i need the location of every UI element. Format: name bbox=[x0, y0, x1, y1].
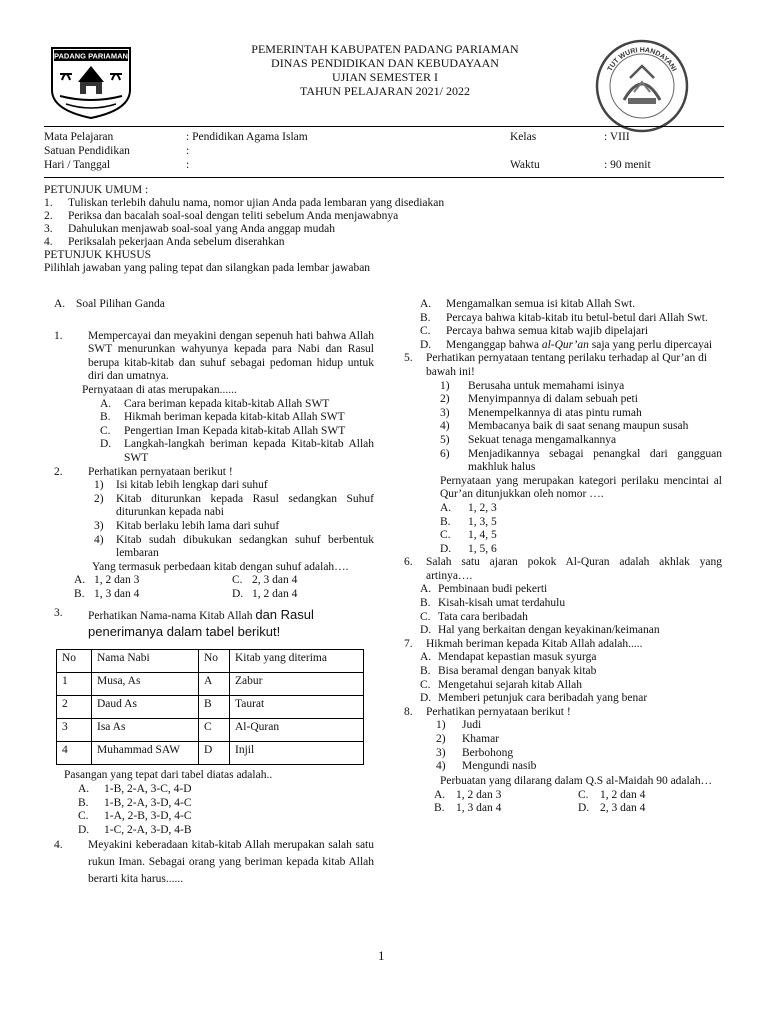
question-1: 1. Mempercayai dan meyakini dengan sepenuh hati bahwa Allah SWT menurunkan wahyunya kepada para Nabi dan Rasul berupa kitab-kitab dan suhuf sebagai pedoman hidup untuk diri dan umatnya. Pernyataan di atas merupakan...... A. Cara beriman kepada kitab-kitab Allah SWT B. Hikmah beriman kepada kitab-kitab Allah SWT C. Pengertian Iman Kepada kitab-kitab Allah SWT D. Langkah-langkah beriman kepada Kitab-kitab Allah SWT bbox=[54, 329, 374, 464]
q8-option-c[interactable]: C. 1, 2 dan 4 bbox=[578, 788, 646, 801]
logo-tut-wuri-handayani bbox=[594, 38, 690, 134]
header-line-4: TAHUN PELAJARAN 2021/ 2022 bbox=[299, 84, 471, 98]
petunjuk-khusus-text: Pilihlah jawaban yang paling tepat dan silangkan pada lembar jawaban bbox=[44, 262, 371, 274]
q5-lead: Pernyataan yang merupakan kategori perilaku mencintai al Qur’an ditunjukkan oleh nomor …. bbox=[440, 474, 722, 501]
q2-item: 2) Kitab diturunkan kepada Rasul sedangkan Suhuf diturunkan kepada nabi bbox=[94, 492, 374, 519]
q3-option-c[interactable]: C. 1-A, 2-B, 3-D, 4-C bbox=[78, 810, 192, 823]
q2-option-c[interactable]: C. 2, 3 dan 4 bbox=[232, 574, 298, 587]
header-line-1: PEMERINTAH KABUPATEN PADANG PARIAMAN bbox=[251, 42, 519, 56]
q1-option-a[interactable]: A. Cara beriman kepada kitab-kitab Allah SWT bbox=[100, 397, 330, 410]
q1-lead: Pernyataan di atas merupakan...... bbox=[82, 383, 237, 396]
q5-option-c[interactable]: C. 1, 4, 5 bbox=[440, 529, 497, 542]
q4-option-b[interactable]: B. Percaya bahwa kitab-kitab itu betul-betul dari Allah Swt. bbox=[420, 311, 708, 324]
petunjuk-umum-title: PETUNJUK UMUM : bbox=[44, 184, 149, 196]
q7-option-b[interactable]: B. Bisa beramal dengan banyak kitab bbox=[420, 665, 597, 678]
q2-item: 4) Kitab sudah dibukukan sedangkan suhuf berbentuk lembaran bbox=[94, 533, 374, 560]
hari-value: : bbox=[186, 159, 190, 171]
q2-item: 1) Isi kitab lebih lengkap dari suhuf bbox=[94, 479, 268, 492]
page-number: 1 bbox=[378, 948, 385, 963]
instruction-item: 1. Tuliskan terlebih dahulu nama, nomor ujian Anda pada lembaran yang disediakan bbox=[44, 197, 445, 209]
table-header-cell: Nama Nabi bbox=[92, 650, 199, 673]
table-header-cell: No bbox=[57, 650, 92, 673]
instruction-item: 2. Periksa dan bacalah soal-soal dengan teliti sebelum Anda menjawabnya bbox=[44, 210, 399, 222]
q2-lead: Yang termasuk perbedaan kitab dengan suhuf adalah…. bbox=[92, 560, 349, 573]
logo-left-text: PADANG PARIAMAN bbox=[54, 51, 128, 61]
table-header-cell: No bbox=[199, 650, 230, 673]
q7-option-a[interactable]: A. Mendapat kepastian masuk syurga bbox=[420, 651, 597, 664]
q8-option-a[interactable]: A. 1, 2 dan 3 bbox=[434, 788, 502, 801]
education-emblem-icon bbox=[594, 38, 690, 134]
q6-option-b[interactable]: B. Kisah-kisah umat terdahulu bbox=[420, 597, 566, 610]
info-left-labels bbox=[44, 130, 130, 172]
q3-option-a[interactable]: A. 1-B, 2-A, 3-C, 4-D bbox=[78, 783, 192, 796]
q6-option-d[interactable]: D. Hal yang berkaitan dengan keyakinan/keimanan bbox=[420, 624, 660, 637]
q6-options bbox=[420, 583, 722, 637]
table-row: 1 Musa, As A Zabur bbox=[57, 673, 364, 696]
header-line-2: DINAS PENDIDIKAN DAN KEBUDAYAAN bbox=[271, 56, 499, 70]
instruction-item: 4. Periksalah pekerjaan Anda sebelum diserahkan bbox=[44, 236, 285, 248]
kelas-label: Kelas bbox=[510, 131, 537, 143]
table-row: 2 Daud As B Taurat bbox=[57, 696, 364, 719]
question-8: 8. Perhatikan pernyataan berikut ! 1) Judi 2) Khamar 3) Berbohong 4) Mengundi nasib Perbuatan yang dilarang dalam Q.S al-Maidah 90 adalah… bbox=[404, 706, 722, 789]
q2-options bbox=[44, 574, 374, 601]
q8-option-b[interactable]: B. 1, 3 dan 4 bbox=[434, 802, 502, 815]
q3-options bbox=[44, 783, 374, 837]
q5-item: 4) Membacanya baik di saat senang maupun susah bbox=[440, 420, 689, 433]
header-divider bbox=[44, 126, 724, 127]
info-right-values bbox=[604, 130, 651, 172]
q1-option-c[interactable]: C. Pengertian Iman Kepada kitab-kitab Allah SWT bbox=[100, 424, 346, 437]
table-header-cell: Kitab yang diterima bbox=[230, 650, 364, 673]
question-3: 3. Perhatikan Nama-nama Kitab Allah dan Rasul penerimanya dalam tabel berikut! bbox=[54, 607, 314, 640]
table-header-row bbox=[57, 650, 364, 673]
petunjuk-khusus-title: PETUNJUK KHUSUS bbox=[44, 249, 152, 261]
question-2: 2. Perhatikan pernyataan berikut ! 1) Isi kitab lebih lengkap dari suhuf 2) Kitab diturunkan kepada Rasul sedangkan Suhuf diturunkan kepada nabi 3) Kitab berlaku lebih lama dari suhuf 4) Kitab sudah dibukukan sedangkan suhuf berbentuk lembaran Yang termasuk perbedaan kitab dengan suhuf adalah…. bbox=[54, 465, 374, 573]
q8-lead: Perbuatan yang dilarang dalam Q.S al-Maidah 90 adalah… bbox=[440, 774, 713, 787]
q3-option-d[interactable]: D. 1-C, 2-A, 3-D, 4-B bbox=[78, 823, 192, 836]
q7-option-c[interactable]: C. Mengetahui sejarah kitab Allah bbox=[420, 678, 583, 691]
question-4: 4. Meyakini keberadaan kitab-kitab Allah merupakan salah satu rukun Iman. Sebagai orang yang beriman kepada kitab Allah berarti kita harus...... bbox=[44, 837, 374, 888]
q2-option-d[interactable]: D. 1, 2 dan 4 bbox=[232, 587, 298, 600]
q3-stem-b: dan Rasul penerimanya dalam tabel berikut! bbox=[88, 607, 314, 640]
q5-item: 5) Sekuat tenaga mengamalkannya bbox=[440, 433, 617, 446]
q5-option-d[interactable]: D. 1, 5, 6 bbox=[440, 542, 497, 555]
q4-options bbox=[420, 298, 722, 352]
waktu-value: : 90 menit bbox=[604, 159, 651, 171]
section-heading: A. Soal Pilihan Ganda bbox=[54, 298, 165, 310]
logo-padang-pariaman bbox=[48, 44, 134, 120]
left-column bbox=[44, 298, 374, 888]
q8-stem: Perhatikan pernyataan berikut ! bbox=[426, 705, 571, 718]
q8-item: 3) Berbohong bbox=[436, 746, 514, 759]
q7-option-d[interactable]: D. Memberi petunjuk cara beribadah yang benar bbox=[420, 692, 648, 705]
q4-option-c[interactable]: C. Percaya bahwa semua kitab wajib dipelajari bbox=[420, 325, 649, 338]
header-line-3: UJIAN SEMESTER I bbox=[331, 70, 438, 84]
logo-right-text: TUT WURI HANDAYANI bbox=[606, 46, 678, 73]
q8-options bbox=[420, 789, 722, 816]
q1-option-d[interactable]: D. Langkah-langkah beriman kepada Kitab-kitab Allah SWT bbox=[100, 438, 374, 464]
waktu-label: Waktu bbox=[510, 159, 540, 171]
kelas-value: : VIII bbox=[604, 131, 630, 143]
q2-option-b[interactable]: B. 1, 3 dan 4 bbox=[74, 587, 140, 600]
question-5: 5. Perhatikan pernyataan tentang perilaku terhadap al Qur’an di bawah ini! 1) Berusaha untuk memahami isinya 2) Menyimpannya di dalam sebuah peti 3) Menempelkannya di atas pintu rumah 4) Membacanya baik di saat senang maupun susah 5) Sekuat tenaga mengamalkannya 6) Menjadikannya sebagai penangkal dari gangguan makhluk halus Pernyataan yang merupakan kategori perilaku mencintai al Qur’an ditunjukkan oleh nomor …. A. 1, 2, 3 B. 1, 3, 5 C. 1, 4, 5 D. 1, 5, 6 bbox=[404, 352, 722, 555]
q7-options bbox=[420, 651, 722, 705]
q7-stem: Hikmah beriman kepada Kitab Allah adalah..... bbox=[426, 637, 643, 650]
q3-lead: Pasangan yang tepat dari tabel diatas adalah.. bbox=[64, 769, 273, 782]
mapel-value: : Pendidikan Agama Islam bbox=[186, 131, 308, 143]
satuan-label: Satuan Pendidikan bbox=[44, 145, 130, 157]
q5-item: 2) Menyimpannya di dalam sebuah peti bbox=[440, 393, 638, 406]
q1-option-b[interactable]: B. Hikmah beriman kepada kitab-kitab Allah SWT bbox=[100, 411, 345, 424]
q5-option-a[interactable]: A. 1, 2, 3 bbox=[440, 501, 497, 514]
table-row: 3 Isa As C Al-Quran bbox=[57, 719, 364, 742]
mapel-label: Mata Pelajaran bbox=[44, 131, 114, 143]
question-7: 7. Hikmah beriman kepada Kitab Allah adalah..... bbox=[404, 638, 722, 652]
q8-option-d[interactable]: D. 2, 3 dan 4 bbox=[578, 802, 646, 815]
q4-option-a[interactable]: A. Mengamalkan semua isi kitab Allah Swt. bbox=[420, 298, 636, 310]
q2-item: 3) Kitab berlaku lebih lama dari suhuf bbox=[94, 519, 280, 532]
kitab-table bbox=[56, 649, 364, 765]
table-row: 4 Muhammad SAW D Injil bbox=[57, 742, 364, 765]
info-right-labels bbox=[510, 130, 540, 172]
exam-header bbox=[150, 42, 620, 98]
q4-option-d[interactable]: D. Menganggap bahwa al-Qur’an saja yang perlu dipercayai bbox=[420, 338, 713, 351]
q6-option-c[interactable]: C. Tata cara beribadah bbox=[420, 610, 528, 623]
q1-stem: Mempercayai dan meyakini dengan sepenuh hati bahwa Allah SWT menurunkan wahyunya kepada para Nabi dan Rasul berupa kitab-kitab dan suhuf sebagai pedoman hidup untuk diri dan umatnya. bbox=[88, 329, 374, 383]
q5-item: 1) Berusaha untuk memahami isinya bbox=[440, 379, 625, 392]
instructions bbox=[44, 184, 724, 275]
hari-label: Hari / Tanggal bbox=[44, 159, 111, 171]
q6-stem: Salah satu ajaran pokok Al-Quran adalah akhlak yang artinya…. bbox=[426, 556, 722, 582]
question-6: 6. Salah satu ajaran pokok Al-Quran adalah akhlak yang artinya…. bbox=[404, 556, 722, 582]
q2-stem: Perhatikan pernyataan berikut ! bbox=[88, 465, 233, 478]
q5-item: 6) Menjadikannya sebagai penangkal dari gangguan makhluk halus bbox=[440, 447, 722, 474]
info-left-values bbox=[186, 130, 308, 172]
q5-option-b[interactable]: B. 1, 3, 5 bbox=[440, 515, 497, 528]
q4-stem: Meyakini keberadaan kitab-kitab Allah merupakan salah satu rukun Iman. Sebagai orang yang beriman kepada kitab Allah berarti kita harus...... bbox=[88, 839, 374, 886]
q6-option-a[interactable]: A. Pembinaan budi pekerti bbox=[420, 583, 548, 596]
q8-item: 4) Mengundi nasib bbox=[436, 760, 537, 773]
q8-item: 2) Khamar bbox=[436, 733, 500, 745]
q5-stem: Perhatikan pernyataan tentang perilaku terhadap al Qur’an di bawah ini! bbox=[426, 352, 708, 378]
q5-item: 3) Menempelkannya di atas pintu rumah bbox=[440, 406, 642, 419]
right-column bbox=[404, 298, 722, 816]
regency-seal-icon bbox=[48, 44, 134, 120]
q2-option-a[interactable]: A. 1, 2 dan 3 bbox=[74, 574, 140, 587]
q8-item: 1) Judi bbox=[436, 719, 482, 732]
satuan-value: : bbox=[186, 145, 190, 157]
q3-option-b[interactable]: B. 1-B, 2-A, 3-D, 4-C bbox=[78, 796, 192, 809]
info-divider bbox=[44, 177, 724, 178]
instruction-item: 3. Dahulukan menjawab soal-soal yang Anda anggap mudah bbox=[44, 223, 335, 235]
q3-stem-a: Perhatikan Nama-nama Kitab Allah bbox=[88, 610, 253, 623]
